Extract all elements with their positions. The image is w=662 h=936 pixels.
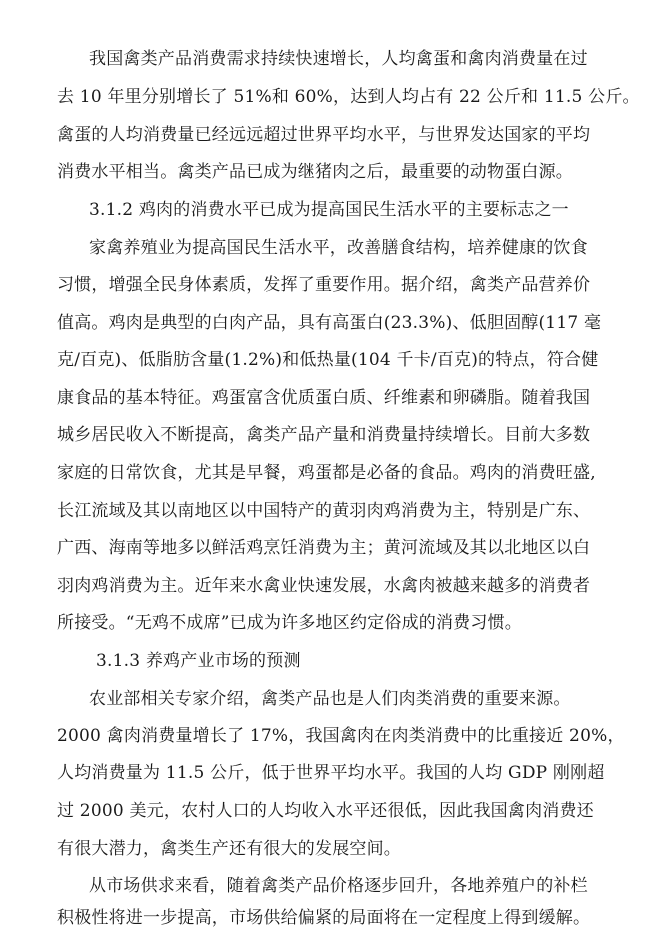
paragraph-3-line-3: 人均消费量为 11.5 公斤，低于世界平均水平。我国的人均 GDP 刚刚超 xyxy=(57,763,605,783)
paragraph-2-line-5: 康食品的基本特征。鸡蛋富含优质蛋白质、纤维素和卵磷脂。随着我国 xyxy=(57,388,591,408)
paragraph-2-line-2: 习惯，增强全民身体素质，发挥了重要作用。据介绍，禽类产品营养价 xyxy=(57,275,591,295)
paragraph-2-line-1: 家禽养殖业为提高国民生活水平，改善膳食结构，培养健康的饮食 xyxy=(89,238,588,258)
paragraph-2-line-7: 家庭的日常饮食，尤其是早餐，鸡蛋都是必备的食品。鸡肉的消费旺盛, xyxy=(57,463,596,483)
paragraph-2-line-8: 长江流域及其以南地区以中国特产的黄羽肉鸡消费为主，特别是广东、 xyxy=(57,501,591,521)
paragraph-2-line-9: 广西、海南等地多以鲜活鸡烹饪消费为主；黄河流域及其以北地区以白 xyxy=(57,538,591,558)
section-heading-3-1-2: 3.1.2 鸡肉的消费水平已成为提高国民生活水平的主要标志之一 xyxy=(89,200,569,220)
paragraph-1-line-1: 我国禽类产品消费需求持续快速增长，人均禽蛋和禽肉消费量在过 xyxy=(89,49,588,69)
paragraph-2-line-4: 克/百克)、低脂肪含量(1.2%)和低热量(104 千卡/百克)的特点，符合健 xyxy=(57,350,599,370)
paragraph-4-line-1: 从市场供求来看，随着禽类产品价格逐步回升，各地养殖户的补栏 xyxy=(89,876,588,896)
section-heading-3-1-3: 3.1.3 养鸡产业市场的预测 xyxy=(96,651,301,671)
paragraph-4-line-2: 积极性将进一步提高，市场供给偏紧的局面将在一定程度上得到缓解。 xyxy=(57,908,591,928)
paragraph-1-line-3: 禽蛋的人均消费量已经远远超过世界平均水平，与世界发达国家的平均 xyxy=(57,125,591,145)
paragraph-3-line-1: 农业部相关专家介绍，禽类产品也是人们肉类消费的重要来源。 xyxy=(89,689,571,709)
paragraph-3-line-5: 有很大潜力，禽类生产还有很大的发展空间。 xyxy=(57,839,401,859)
paragraph-1-line-2: 去 10 年里分别增长了 51%和 60%，达到人均占有 22 公斤和 11.5 公斤。 xyxy=(57,87,640,107)
paragraph-2-line-10: 羽肉鸡消费为主。近年来水禽业快速发展，水禽肉被越来越多的消费者 xyxy=(57,576,591,596)
paragraph-3-line-4: 过 2000 美元，农村人口的人均收入水平还很低，因此我国禽肉消费还 xyxy=(57,801,594,821)
paragraph-2-line-6: 城乡居民收入不断提高，禽类产品产量和消费量持续增长。目前大多数 xyxy=(57,425,591,445)
paragraph-3-line-2: 2000 禽肉消费量增长了 17%，我国禽肉在肉类消费中的比重接近 20%， xyxy=(57,726,625,746)
paragraph-2-line-11: 所接受。“无鸡不成席”已成为许多地区约定俗成的消费习惯。 xyxy=(57,613,522,633)
paragraph-2-line-3: 值高。鸡肉是典型的白肉产品，具有高蛋白(23.3%)、低胆固醇(117 毫 xyxy=(57,313,602,333)
paragraph-1-line-4: 消费水平相当。禽类产品已成为继猪肉之后，最重要的动物蛋白源。 xyxy=(57,162,573,182)
